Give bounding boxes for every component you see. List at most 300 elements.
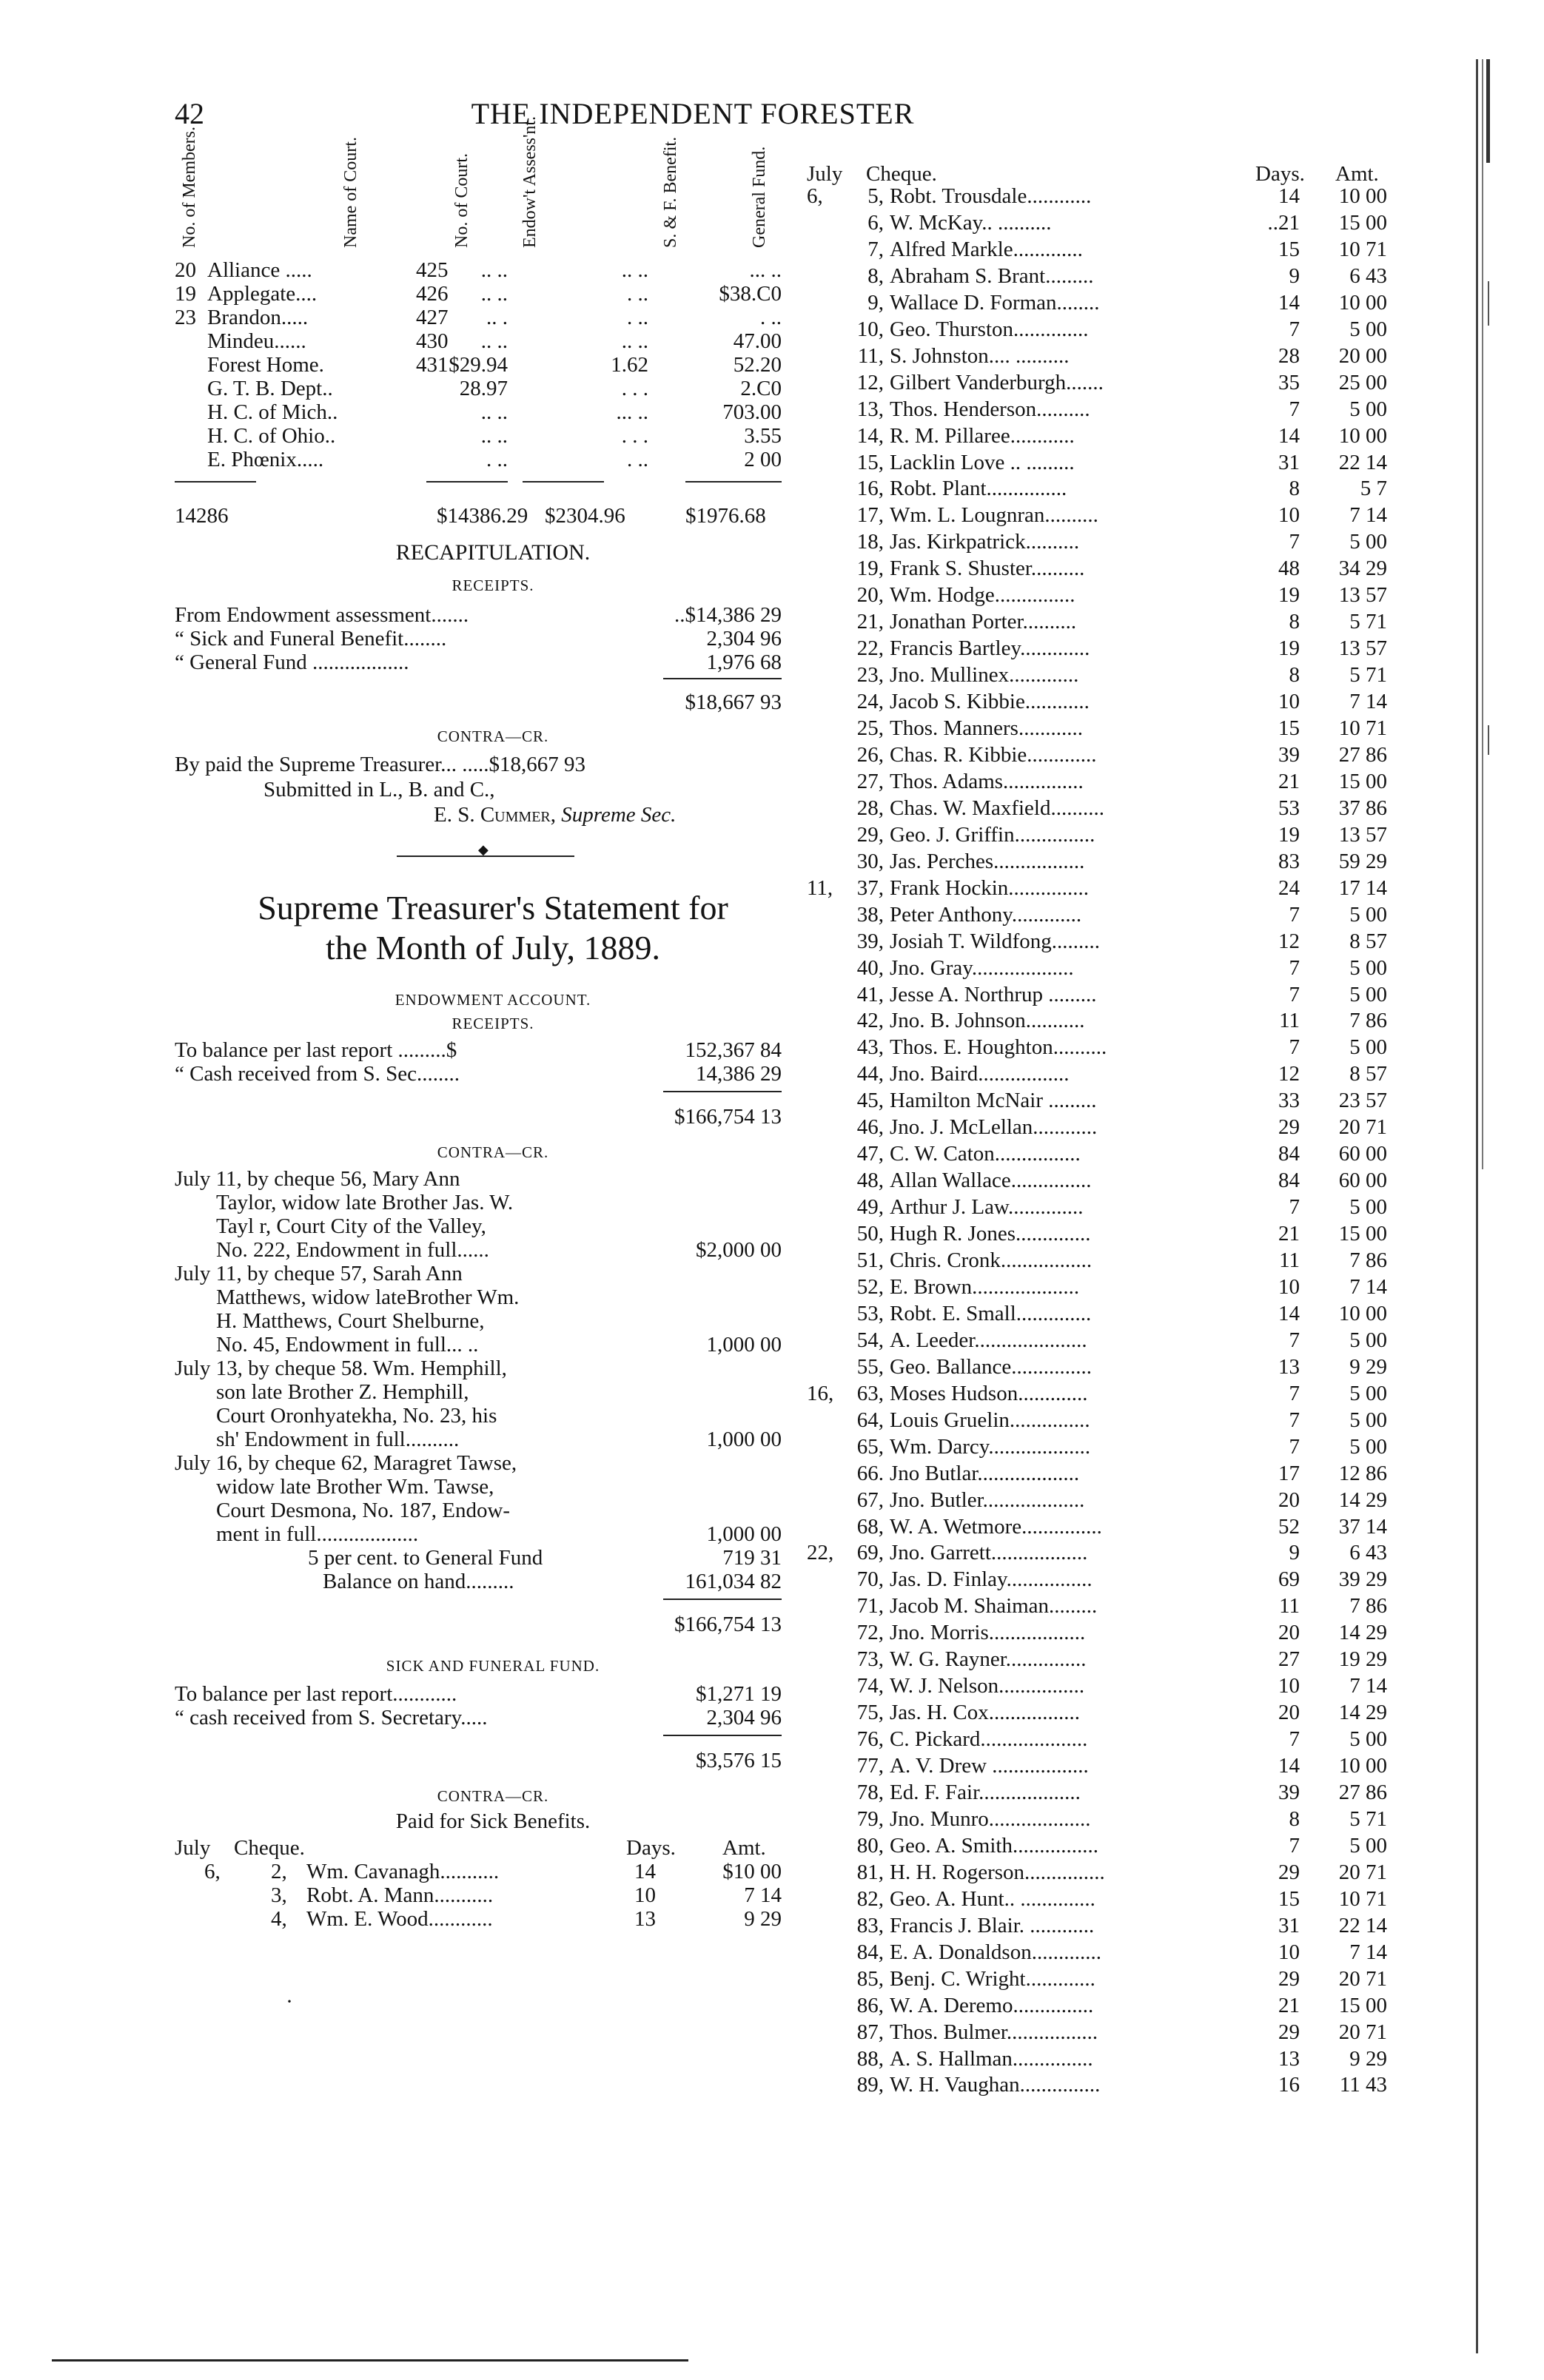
total-rule xyxy=(175,481,256,483)
payment-text: No. 45, Endowment in full... .. xyxy=(216,1333,479,1357)
court-name: G. T. B. Dept.. xyxy=(207,377,333,400)
recap-label: “ Sick and Funeral Benefit........ xyxy=(175,627,447,651)
list-amount: 7 14 xyxy=(1349,1275,1387,1299)
list-amount: 19 29 xyxy=(1338,1647,1387,1671)
receipt-line xyxy=(175,1705,811,1730)
list-name: Jno. Morris.................. xyxy=(890,1621,1086,1644)
list-days: 31 xyxy=(1278,451,1300,474)
list-days: 7 xyxy=(1289,1035,1300,1059)
list-name: Gilbert Vanderburgh....... xyxy=(890,371,1104,394)
list-amount: 7 86 xyxy=(1349,1594,1387,1618)
list-amount: $10 00 xyxy=(722,1860,782,1883)
extra-label: Balance on hand......... xyxy=(323,1570,514,1593)
list-cheque-no: 55, xyxy=(856,1355,884,1379)
list-amount: 5 71 xyxy=(1349,663,1387,687)
list-name: Jacob S. Kibbie............ xyxy=(890,690,1090,713)
list-cheque-no: 10, xyxy=(856,317,884,341)
endowment-amount: .. .. xyxy=(480,282,508,306)
list-days: 14 xyxy=(634,1860,656,1883)
list-cheque-no: 80, xyxy=(856,1834,884,1858)
list-days: 27 xyxy=(1278,1647,1300,1671)
list-item xyxy=(807,397,1399,422)
list-days: 13 xyxy=(634,1907,656,1931)
list-name: Wm. Darcy................... xyxy=(890,1435,1091,1459)
statement-title: Supreme Treasurer's Statement for xyxy=(258,889,728,927)
list-name: Arthur J. Law.............. xyxy=(890,1195,1084,1219)
general-fund-amount: 703.00 xyxy=(722,400,782,424)
column-header-text: No. of Members. xyxy=(180,127,199,248)
list-amount: 34 29 xyxy=(1338,557,1387,580)
list-name: Geo. Thurston.............. xyxy=(890,317,1089,341)
recap-amount: 2,304 96 xyxy=(706,627,782,651)
list-amount: 20 71 xyxy=(1338,1860,1387,1884)
list-cheque-no: 88, xyxy=(856,2047,884,2071)
list-amount: 23 57 xyxy=(1338,1089,1387,1112)
list-cheque-no: 75, xyxy=(856,1701,884,1724)
list-item xyxy=(807,1381,1399,1406)
endowment-amount: .. .. xyxy=(480,424,508,448)
list-cheque-no: 20, xyxy=(856,583,884,607)
list-name: Thos. Bulmer................. xyxy=(890,2020,1098,2044)
list-cheque-no: 28, xyxy=(856,796,884,820)
list-date: 11, xyxy=(807,876,833,900)
list-amount: 17 14 xyxy=(1338,876,1387,900)
member-count: 20 xyxy=(175,258,196,282)
payment-text: H. Matthews, Court Shelburne, xyxy=(216,1309,485,1333)
list-name: Jas. Kirkpatrick.......... xyxy=(890,530,1080,554)
court-name: Alliance ..... xyxy=(207,258,312,282)
list-days: 29 xyxy=(1278,1115,1300,1139)
list-days: 7 xyxy=(1289,1195,1300,1219)
list-name: Louis Gruelin............... xyxy=(890,1408,1090,1432)
list-cheque-no: 79, xyxy=(856,1807,884,1831)
receipt-label: To balance per last report .........$ xyxy=(175,1038,457,1062)
column-header-text: Endow't Assess'nt. xyxy=(520,116,540,248)
table-row xyxy=(175,447,811,472)
recap-line xyxy=(175,602,811,628)
list-item xyxy=(807,370,1399,395)
list-name: W. H. Vaughan............... xyxy=(890,2073,1101,2097)
list-name: Geo. Ballance............... xyxy=(890,1355,1092,1379)
list-days: 11 xyxy=(1279,1248,1300,1272)
payment-text: Court Oronhyatekha, No. 23, his xyxy=(216,1404,497,1428)
signature-title: Supreme Sec. xyxy=(556,803,677,827)
list-days: 20 xyxy=(1278,1621,1300,1644)
payment-text: Matthews, widow lateBrother Wm. xyxy=(216,1285,520,1309)
list-name: Robt. E. Small.............. xyxy=(890,1302,1092,1325)
list-days: 7 xyxy=(1289,903,1300,927)
sf-benefit-amount: . .. xyxy=(627,282,648,306)
list-cheque-no: 19, xyxy=(856,557,884,580)
list-name: Peter Anthony............. xyxy=(890,903,1082,927)
list-item xyxy=(807,1274,1399,1300)
list-name: Wm. Cavanagh........... xyxy=(306,1860,500,1883)
list-cheque-no: 44, xyxy=(856,1062,884,1086)
general-fund-amount: 52.20 xyxy=(733,353,782,377)
list-name: Robt. Trousdale............ xyxy=(890,184,1092,208)
list-amount: 5 00 xyxy=(1349,317,1387,341)
court-number: 427 xyxy=(416,306,449,329)
list-amount: 10 71 xyxy=(1338,716,1387,740)
list-days: 8 xyxy=(1289,610,1300,633)
list-days: 14 xyxy=(1278,424,1300,448)
list-head-cheque: Cheque. xyxy=(866,162,937,186)
list-name: Jno. B. Johnson........... xyxy=(890,1009,1085,1032)
list-days: 11 xyxy=(1279,1594,1300,1618)
totals-row xyxy=(175,503,811,528)
list-name: Thos. Manners............ xyxy=(890,716,1083,740)
list-name: Moses Hudson............. xyxy=(890,1382,1088,1405)
list-amount: 37 86 xyxy=(1338,796,1387,820)
list-name: Jno. J. McLellan............ xyxy=(890,1115,1098,1139)
list-amount: 10 00 xyxy=(1338,424,1387,448)
footer-rule xyxy=(52,2359,688,2361)
list-item xyxy=(807,1434,1399,1459)
court-number: 431 xyxy=(416,353,449,377)
list-item xyxy=(807,1008,1399,1033)
list-cheque-no: 27, xyxy=(856,770,884,793)
table-row xyxy=(175,258,811,283)
receipt-amount: 14,386 29 xyxy=(696,1062,782,1086)
receipt-line xyxy=(175,1681,811,1707)
list-cheque-no: 86, xyxy=(856,1994,884,2017)
list-cheque-no: 50, xyxy=(856,1222,884,1246)
list-amount: 5 71 xyxy=(1349,610,1387,633)
list-days: 84 xyxy=(1278,1142,1300,1166)
general-fund-amount: 2.C0 xyxy=(740,377,782,400)
list-days: 12 xyxy=(1278,1062,1300,1086)
list-item xyxy=(807,502,1399,528)
list-item xyxy=(807,902,1399,927)
list-cheque-no: 81, xyxy=(856,1860,884,1884)
list-days: 12 xyxy=(1278,930,1300,953)
payment-text: ment in full................... xyxy=(216,1522,419,1546)
list-cheque-no: 3, xyxy=(271,1883,287,1907)
payment-amount: 1,000 00 xyxy=(706,1522,782,1546)
list-item xyxy=(807,716,1399,741)
list-name: Wallace D. Forman........ xyxy=(890,291,1100,315)
list-name: C. W. Caton................ xyxy=(890,1142,1081,1166)
list-days: 13 xyxy=(1278,2047,1300,2071)
contra-label: CONTRA—CR. xyxy=(437,1143,549,1161)
sf-benefit-amount: .. .. xyxy=(621,258,648,282)
table-row xyxy=(175,400,811,425)
list-amount: 60 00 xyxy=(1338,1142,1387,1166)
list-amount: 13 57 xyxy=(1338,583,1387,607)
list-cheque-no: 37, xyxy=(856,876,884,900)
list-item xyxy=(175,1883,811,1908)
list-item xyxy=(807,1194,1399,1220)
list-days: 8 xyxy=(1289,663,1300,687)
table-row xyxy=(175,305,811,330)
list-days: 10 xyxy=(1278,1674,1300,1698)
list-item xyxy=(807,184,1399,209)
contra-label: CONTRA—CR. xyxy=(437,1787,549,1805)
list-cheque-no: 8, xyxy=(867,264,884,288)
list-item xyxy=(807,636,1399,661)
list-header xyxy=(807,161,1399,186)
list-days: 8 xyxy=(1289,1807,1300,1831)
endowment-amount: .. .. xyxy=(480,258,508,282)
sf-benefit-amount: 1.62 xyxy=(611,353,648,377)
sf-benefit-amount: . . . xyxy=(621,377,648,400)
endowment-label: ENDOWMENT ACCOUNT. xyxy=(395,991,591,1009)
court-name: Applegate.... xyxy=(207,282,318,306)
list-item xyxy=(807,237,1399,262)
list-head-days: Days. xyxy=(626,1836,676,1860)
list-name: C. Pickard.................... xyxy=(890,1727,1088,1751)
list-item xyxy=(807,1540,1399,1565)
list-days: 24 xyxy=(1278,876,1300,900)
list-name: Thos. Adams............... xyxy=(890,770,1084,793)
list-cheque-no: 84, xyxy=(856,1940,884,1964)
list-cheque-no: 74, xyxy=(856,1674,884,1698)
list-item xyxy=(807,582,1399,608)
list-amount: 5 00 xyxy=(1349,1408,1387,1432)
court-number: 426 xyxy=(416,282,449,306)
list-name: Hamilton McNair ......... xyxy=(890,1089,1097,1112)
sick-total: $3,576 15 xyxy=(696,1749,782,1772)
list-days: 15 xyxy=(1278,238,1300,261)
list-name: Wm. L. Lougnran.......... xyxy=(890,503,1098,527)
list-cheque-no: 82, xyxy=(856,1887,884,1911)
list-name: W. A. Wetmore............... xyxy=(890,1515,1102,1539)
list-days: 15 xyxy=(1278,1887,1300,1911)
list-name: Jesse A. Northrup ......... xyxy=(890,983,1097,1006)
list-cheque-no: 78, xyxy=(856,1781,884,1804)
list-item xyxy=(175,1859,811,1884)
sum-rule xyxy=(663,1091,782,1092)
list-days: 21 xyxy=(1278,1222,1300,1246)
receipt-label: To balance per last report............ xyxy=(175,1682,457,1706)
list-days: 7 xyxy=(1289,397,1300,421)
list-cheque-no: 2, xyxy=(271,1860,287,1883)
column-header-text: No. of Court. xyxy=(452,153,471,248)
list-item xyxy=(807,1514,1399,1539)
list-days: 10 xyxy=(1278,1275,1300,1299)
list-item xyxy=(807,1567,1399,1592)
payment-amount: $2,000 00 xyxy=(696,1238,782,1262)
list-item xyxy=(807,1088,1399,1113)
list-amount: 37 14 xyxy=(1338,1515,1387,1539)
list-item xyxy=(807,556,1399,581)
list-amount: 10 71 xyxy=(1338,238,1387,261)
extra-label: 5 per cent. to General Fund xyxy=(308,1546,543,1570)
list-amount: 25 00 xyxy=(1338,371,1387,394)
receipt-label: “ Cash received from S. Sec........ xyxy=(175,1062,460,1086)
sum-rule xyxy=(663,1735,782,1736)
list-cheque-no: 41, xyxy=(856,983,884,1006)
endowment-amount: . .. xyxy=(486,448,508,471)
list-item xyxy=(807,1700,1399,1725)
list-days: 20 xyxy=(1278,1701,1300,1724)
list-name: Jno. Munro................... xyxy=(890,1807,1091,1831)
list-days: 7 xyxy=(1289,956,1300,980)
payment-text: July 16, by cheque 62, Maragret Tawse, xyxy=(175,1451,517,1475)
extra-amount: 719 31 xyxy=(722,1546,782,1570)
list-amount: 5 00 xyxy=(1349,530,1387,554)
list-name: Jonathan Porter.......... xyxy=(890,610,1077,633)
list-days: 53 xyxy=(1278,796,1300,820)
list-item xyxy=(807,263,1399,289)
list-item xyxy=(807,1727,1399,1752)
total-rule xyxy=(426,481,508,483)
list-cheque-no: 11, xyxy=(857,344,884,368)
list-amount: 5 71 xyxy=(1349,1807,1387,1831)
total-general-fund: $1976.68 xyxy=(685,504,766,528)
list-amount: 20 00 xyxy=(1338,344,1387,368)
payment-text: July 11, by cheque 56, Mary Ann xyxy=(175,1167,460,1191)
statement-title: the Month of July, 1889. xyxy=(326,929,660,967)
list-item xyxy=(807,1993,1399,2018)
list-item xyxy=(807,1141,1399,1166)
list-name: Chas. W. Maxfield.......... xyxy=(890,796,1104,820)
list-amount: 5 00 xyxy=(1349,1834,1387,1858)
list-cheque-no: 9, xyxy=(867,291,884,315)
payment-text: Court Desmona, No. 187, Endow- xyxy=(216,1499,511,1522)
list-amount: 14 29 xyxy=(1338,1488,1387,1512)
list-cheque-no: 45, xyxy=(856,1089,884,1112)
list-cheque-no: 73, xyxy=(856,1647,884,1671)
list-item xyxy=(807,529,1399,554)
list-date: 6, xyxy=(204,1860,221,1883)
list-cheque-no: 4, xyxy=(271,1907,287,1931)
list-days: 7 xyxy=(1289,983,1300,1006)
receipt-line xyxy=(175,1061,811,1086)
signature-line xyxy=(434,802,676,827)
general-fund-amount: ... .. xyxy=(749,258,782,282)
receipt-amount: 152,367 84 xyxy=(685,1038,782,1062)
court-name: E. Phœnix..... xyxy=(207,448,324,471)
list-name: Wm. Hodge............... xyxy=(890,583,1075,607)
list-name: E. Brown.................... xyxy=(890,1275,1080,1299)
sum-rule xyxy=(663,678,782,679)
list-name: Alfred Markle............. xyxy=(890,238,1083,261)
list-amount: 10 00 xyxy=(1338,291,1387,315)
list-amount: 7 14 xyxy=(1349,1674,1387,1698)
payment-text: Taylor, widow late Brother Jas. W. xyxy=(216,1191,514,1214)
list-name: Jas. H. Cox................. xyxy=(890,1701,1080,1724)
list-item xyxy=(807,662,1399,688)
page-header xyxy=(175,96,1477,141)
endowment-amount: .. . xyxy=(486,306,508,329)
list-item xyxy=(807,1647,1399,1672)
list-item xyxy=(807,1593,1399,1618)
list-cheque-no: 16, xyxy=(856,477,884,500)
sick-fund-label: SICK AND FUNERAL FUND. xyxy=(386,1657,600,1675)
list-item xyxy=(807,1328,1399,1353)
list-cheque-no: 23, xyxy=(856,663,884,687)
list-amount: 5 00 xyxy=(1349,903,1387,927)
list-cheque-no: 17, xyxy=(856,503,884,527)
list-cheque-no: 12, xyxy=(856,371,884,394)
list-days: 21 xyxy=(1278,770,1300,793)
list-days: 19 xyxy=(1278,823,1300,847)
list-cheque-no: 5, xyxy=(867,184,884,208)
list-name: A. S. Hallman............... xyxy=(890,2047,1093,2071)
list-days: 7 xyxy=(1289,1834,1300,1858)
list-name: W. J. Nelson................ xyxy=(890,1674,1085,1698)
stray-dot: · xyxy=(286,1989,293,2014)
list-cheque-no: 65, xyxy=(856,1435,884,1459)
receipt-amount: $1,271 19 xyxy=(696,1682,782,1706)
list-days: 13 xyxy=(1278,1355,1300,1379)
list-days: 48 xyxy=(1278,557,1300,580)
list-cheque-no: 14, xyxy=(856,424,884,448)
endowment-amount: $29.94 xyxy=(449,353,508,377)
list-item xyxy=(807,769,1399,794)
list-item xyxy=(807,929,1399,954)
list-name: Geo. A. Hunt.. .............. xyxy=(890,1887,1095,1911)
list-cheque-no: 63, xyxy=(856,1382,884,1405)
list-item xyxy=(807,317,1399,342)
list-amount: 9 29 xyxy=(1349,1355,1387,1379)
list-item xyxy=(807,1061,1399,1086)
list-name: S. Johnston.... .......... xyxy=(890,344,1070,368)
paid-for-label: Paid for Sick Benefits. xyxy=(395,1809,591,1833)
list-item xyxy=(807,955,1399,981)
general-fund-amount: 47.00 xyxy=(733,329,782,353)
list-days: 84 xyxy=(1278,1169,1300,1192)
court-name: Forest Home. xyxy=(207,353,324,377)
total-sf-benefit: $2304.96 xyxy=(545,504,625,528)
list-date: 22, xyxy=(807,1541,834,1564)
payment-amount: 1,000 00 xyxy=(706,1428,782,1451)
list-item xyxy=(807,796,1399,821)
list-cheque-no: 46, xyxy=(856,1115,884,1139)
recap-label: “ General Fund .................. xyxy=(175,651,409,674)
table-row xyxy=(175,352,811,377)
list-amount: 60 00 xyxy=(1338,1169,1387,1192)
list-name: A. Leeder..................... xyxy=(890,1328,1087,1352)
list-name: Lacklin Love .. ......... xyxy=(890,451,1075,474)
court-name: Mindeu...... xyxy=(207,329,306,353)
table-row xyxy=(175,281,811,306)
list-head-month: July xyxy=(175,1836,211,1860)
list-item xyxy=(807,982,1399,1007)
list-amount: 7 14 xyxy=(1349,690,1387,713)
payment-text: sh' Endowment in full.......... xyxy=(216,1428,460,1451)
list-name: Jacob M. Shaiman......... xyxy=(890,1594,1098,1618)
list-name: Chris. Cronk................. xyxy=(890,1248,1092,1272)
list-item xyxy=(807,1168,1399,1193)
list-amount: 10 00 xyxy=(1338,184,1387,208)
list-amount: 5 00 xyxy=(1349,1328,1387,1352)
endowment-amount: .. .. xyxy=(480,400,508,424)
list-days: 21 xyxy=(1278,1994,1300,2017)
list-cheque-no: 25, xyxy=(856,716,884,740)
list-days: 8 xyxy=(1289,477,1300,500)
list-cheque-no: 48, xyxy=(856,1169,884,1192)
list-item xyxy=(807,1860,1399,1885)
list-days: 29 xyxy=(1278,1967,1300,1991)
total-endowment: $14386.29 xyxy=(437,504,528,528)
list-days: 16 xyxy=(1278,2073,1300,2097)
list-name: W. A. Deremo............... xyxy=(890,1994,1094,2017)
list-cheque-no: 77, xyxy=(856,1754,884,1778)
list-head-days: Days. xyxy=(1255,162,1305,186)
list-days: 7 xyxy=(1289,1435,1300,1459)
list-days: 10 xyxy=(634,1883,656,1907)
column-header-text: General Fund. xyxy=(750,146,769,248)
list-amount: 14 29 xyxy=(1338,1621,1387,1644)
list-days: 29 xyxy=(1278,1860,1300,1884)
list-cheque-no: 85, xyxy=(856,1967,884,1991)
sf-benefit-amount: ... .. xyxy=(616,400,648,424)
list-days: ..21 xyxy=(1267,211,1300,235)
list-amount: 5 00 xyxy=(1349,1727,1387,1751)
list-item xyxy=(807,1488,1399,1513)
